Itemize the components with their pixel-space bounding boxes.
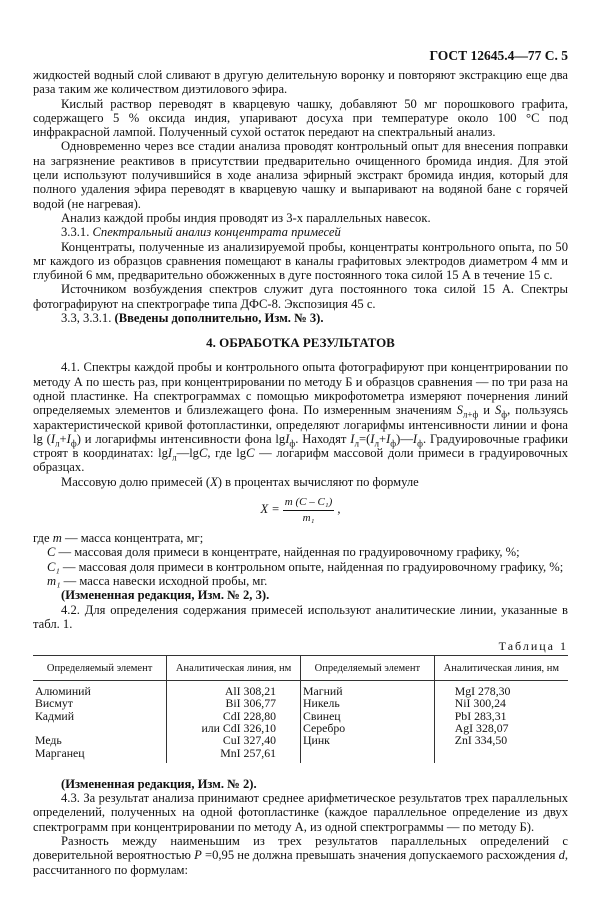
text-fragment: — массовая доля примеси в концентрате, найденная по градуировочному графику, %; bbox=[55, 545, 520, 560]
column-header: Аналитическая линия, нм bbox=[434, 656, 568, 681]
text-block-top bbox=[33, 68, 568, 325]
text-fragment: I bbox=[285, 431, 290, 446]
text-fragment: ф bbox=[289, 438, 296, 449]
text-fragment: — масса концентрата, мг; bbox=[61, 531, 204, 546]
text-block-bottom bbox=[33, 777, 568, 877]
column-header: Определяемый элемент bbox=[301, 656, 435, 681]
text-fragment: CuI 327,40 bbox=[222, 733, 276, 748]
text-fragment: ZnI 334,50 bbox=[454, 733, 508, 748]
text-fragment: —lg bbox=[176, 446, 199, 461]
text-fragment: ф bbox=[501, 409, 508, 420]
column-header: Аналитическая линия, нм bbox=[167, 656, 301, 681]
text-fragment: где bbox=[33, 531, 53, 546]
text-fragment: C₁ bbox=[47, 559, 60, 574]
amendment-note bbox=[33, 777, 568, 791]
definition-item bbox=[33, 545, 568, 559]
formula-fraction bbox=[283, 495, 335, 525]
paragraph-4-3: 4.3. За результат анализа принимают среднее арифметическое результатов трех параллельных определений, полученных на одной фотопластинке (каждое параллельное определение из двух спектрограмм при концентрировании по методу А, из одной спектрограммы — по методу Б). bbox=[33, 791, 568, 834]
subsection-number: 3.3.1. bbox=[61, 225, 90, 240]
text-fragment: I bbox=[66, 431, 71, 446]
text-fragment: Магний bbox=[303, 684, 343, 699]
text-fragment: — логарифм массовой доли примеси в градуировочных образцах. bbox=[33, 446, 569, 475]
text-fragment: л bbox=[354, 438, 359, 449]
text-fragment: л bbox=[55, 438, 60, 449]
analytical-lines-table bbox=[33, 655, 568, 763]
text-fragment: =( bbox=[358, 431, 371, 446]
text-fragment: m₁ bbox=[47, 573, 61, 588]
text-fragment: Марганец bbox=[35, 745, 85, 760]
text-fragment: I bbox=[412, 431, 418, 446]
formula-lhs: X = bbox=[260, 501, 280, 516]
text-fragment: ) в процентах вычисляют по формуле bbox=[217, 474, 419, 489]
text-fragment: Никель bbox=[303, 696, 340, 711]
text-fragment: I bbox=[167, 446, 173, 461]
text-fragment: Медь bbox=[35, 733, 62, 748]
text-fragment: C bbox=[47, 545, 56, 560]
subsection-heading bbox=[33, 225, 568, 239]
text-fragment: AlI 308,21 bbox=[224, 684, 276, 699]
note-prefix: 3.3, 3.3.1. bbox=[61, 311, 115, 326]
text-fragment: + bbox=[378, 431, 387, 446]
paragraph: Источником возбуждения спектров служит дуга постоянного тока силой 15 А. Спектры фотографируют на спектрографе типа ДФС-8. Экспозиция 45 с. bbox=[33, 282, 568, 311]
subsection-title: Спектральный анализ концентрата примесей bbox=[92, 225, 341, 240]
paragraph-mass bbox=[33, 475, 568, 489]
line-cell bbox=[167, 681, 301, 763]
text-fragment: (Измененная редакция, Изм. № 2, 3). bbox=[61, 588, 270, 603]
text-fragment: л bbox=[374, 438, 379, 449]
text-fragment: . Градуировочные графики строят в координатах: lg bbox=[33, 431, 568, 461]
text-fragment: Висмут bbox=[35, 696, 73, 711]
text-fragment: , рассчитанного по формулам: bbox=[33, 848, 569, 877]
text-fragment: Массовую долю примесей ( bbox=[61, 474, 211, 489]
note-text: (Введены дополнительно, Изм. № 3). bbox=[114, 311, 324, 326]
text-fragment: л+ф bbox=[462, 409, 479, 420]
text-fragment: d bbox=[558, 848, 565, 863]
paragraph-4-2: 4.2. Для определения содержания примесей используют аналитические линии, указанные в табл. 1. bbox=[33, 602, 568, 631]
definition-item bbox=[33, 531, 568, 545]
text-fragment: CdI 228,80 bbox=[222, 708, 276, 723]
text-fragment: Алюминий bbox=[35, 684, 91, 699]
definitions bbox=[33, 531, 568, 631]
definition-item bbox=[33, 574, 568, 588]
table-row bbox=[33, 681, 568, 763]
paragraph: Анализ каждой пробы индия проводят из 3-х параллельных навесок. bbox=[61, 210, 431, 225]
text-fragment: — массовая доля примеси в контрольном опыте, найденная по градуировочному графику, %; bbox=[59, 559, 564, 574]
text-fragment: — масса навески исходной пробы, мг. bbox=[60, 573, 268, 588]
paragraph: Кислый раствор переводят в кварцевую чашку, добавляют 50 мг порошкового графита, содержащего 5 % оксида индия, упаривают досуха при температуре около 100 °С под инфракрасной лампой. Полученный сухой остаток передают на спектральный анализ. bbox=[33, 96, 568, 140]
line-cell bbox=[434, 681, 568, 763]
text-fragment: 4.1. Спектры каждой пробы и контрольного опыта фотографируют при концентрировании по методу А по шесть раз, при концентрировании по методу Б и образцов сравнения — по три раза на одной пластинке. На спектрограммах с помощью микрофотометра измеряют почернения линий определяемых элементов и близлежащего фона. По измеренным значениям bbox=[33, 360, 568, 418]
text-fragment: ф bbox=[70, 438, 77, 449]
text-fragment: X bbox=[210, 474, 218, 489]
text-fragment: + bbox=[59, 431, 67, 446]
text-fragment: S bbox=[495, 403, 502, 418]
text-fragment: m bbox=[52, 531, 62, 546]
element-cell bbox=[33, 681, 167, 763]
text-fragment: I bbox=[350, 431, 355, 446]
text-fragment: MnI 257,61 bbox=[220, 745, 276, 760]
formula-numerator: m (C – C₁) bbox=[283, 495, 335, 511]
text-fragment: PbI 283,31 bbox=[454, 708, 507, 723]
text-fragment: S bbox=[456, 403, 463, 418]
paragraph: жидкостей водный слой сливают в другую делительную воронку и повторяют экстракцию еще два раза таким же количеством диэтилового эфира. bbox=[33, 68, 568, 97]
text-fragment: C bbox=[246, 446, 255, 461]
text-fragment: MgI 278,30 bbox=[454, 684, 511, 699]
text-fragment: Свинец bbox=[303, 708, 341, 723]
text-fragment: ф bbox=[417, 438, 423, 449]
text-block-section4 bbox=[33, 360, 568, 489]
definition-item bbox=[33, 560, 568, 574]
table-header-row bbox=[33, 656, 568, 681]
text-fragment: I bbox=[370, 431, 375, 446]
text-fragment: . Находят bbox=[295, 431, 351, 446]
text-fragment: C bbox=[198, 446, 208, 461]
text-fragment: )— bbox=[396, 431, 413, 446]
text-fragment: I bbox=[50, 431, 56, 446]
text-fragment: I bbox=[386, 431, 391, 446]
paragraph: Концентраты, полученные из анализируемой пробы, концентраты контрольного опыта, по 50 мг каждого из образцов сравнения помещают в каналы графитовых электродов диаметром 4 мм и глубиной 6 мм, предварительно обожженных в дуге постоянного тока силой 15 А в течение 15 с. bbox=[33, 239, 568, 283]
formula-denominator: m₁ bbox=[302, 512, 315, 525]
table-caption: Таблица 1 bbox=[498, 639, 568, 654]
section-title: 4. ОБРАБОТКА РЕЗУЛЬТАТОВ bbox=[206, 335, 395, 351]
text-fragment: Разность между наименьшим из трех результатов параллельных определений с доверительной вероятностью bbox=[33, 834, 568, 863]
text-fragment: или CdI 326,10 bbox=[201, 720, 276, 735]
text-fragment: , пользуясь характеристической кривой фотопластинки, определяют логарифмы интенсивности линии и фона lg ( bbox=[33, 403, 568, 446]
formula bbox=[33, 495, 568, 525]
text-fragment: , где lg bbox=[207, 446, 247, 461]
column-header: Определяемый элемент bbox=[33, 656, 167, 681]
amendment-note bbox=[33, 588, 568, 602]
element-cell bbox=[301, 681, 435, 763]
text-fragment: (Измененная редакция, Изм. № 2). bbox=[61, 776, 257, 791]
text-fragment: NiI 300,24 bbox=[454, 696, 506, 711]
text-fragment: Кадмий bbox=[35, 708, 75, 723]
text-fragment: Цинк bbox=[303, 733, 330, 748]
text-fragment: AgI 328,07 bbox=[454, 720, 509, 735]
text-fragment: ф bbox=[390, 438, 397, 449]
text-fragment: и bbox=[478, 403, 495, 418]
formula-comma: , bbox=[337, 501, 341, 516]
text-fragment: Серебро bbox=[303, 720, 346, 735]
text-fragment: BiI 306,77 bbox=[225, 696, 276, 711]
text-fragment: P bbox=[194, 848, 202, 863]
paragraph-4-1 bbox=[33, 360, 568, 474]
paragraph-difference bbox=[33, 834, 568, 877]
page-header: ГОСТ 12645.4—77 С. 5 bbox=[429, 48, 568, 63]
text-fragment: л bbox=[172, 452, 177, 463]
amendment-note bbox=[33, 311, 568, 325]
text-fragment: ) и логарифмы интенсивности фона lg bbox=[76, 431, 286, 446]
text-fragment: =0,95 не должна превышать значения допускаемого расхождения bbox=[201, 848, 559, 863]
paragraph: Одновременно через все стадии анализа проводят контрольный опыт для внесения поправки на загрязнение реактивов в присутствии предварительно очищенного бромида индия. Для этой цели используют получившийся в ходе анализа эфирный экстракт бромида индия, который для полного удаления эфира переводят в кварцевую чашку и выпаривают на водяной бане с горячей водой (не нагревая). bbox=[33, 139, 568, 211]
